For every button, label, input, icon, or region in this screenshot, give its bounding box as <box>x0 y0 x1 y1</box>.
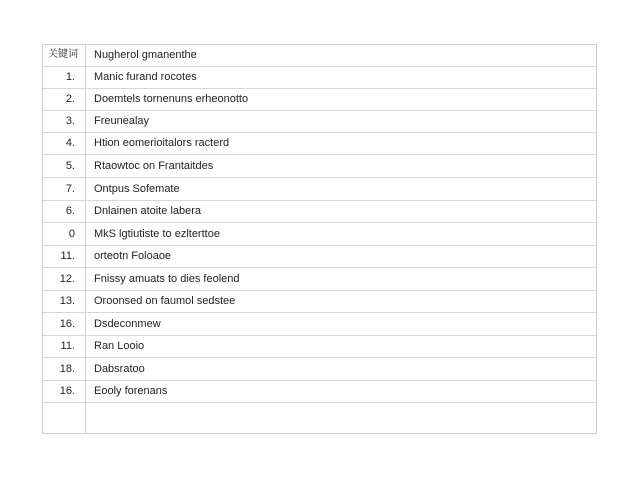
table-row <box>43 359 596 381</box>
header-index-label: 关键词 <box>48 49 78 60</box>
row-number: 12. <box>59 273 75 285</box>
row-number: 5. <box>65 160 75 172</box>
row-text: Oroonsed on faumol sedstee <box>94 295 236 307</box>
table-row <box>43 314 596 336</box>
row-text: Dnlainen atoite labera <box>94 205 202 217</box>
keyword-table <box>42 44 597 434</box>
header-title: Nugherol gmanenthe <box>94 49 197 61</box>
row-number: 11. <box>60 340 75 352</box>
table-row <box>43 269 596 291</box>
table-row <box>43 156 596 178</box>
row-text: Ontpus Sofemate <box>94 183 180 195</box>
table-row <box>43 291 596 313</box>
table-row <box>43 381 596 403</box>
table-row <box>43 336 596 358</box>
row-number: 0 <box>68 228 75 240</box>
row-text: Ran Looio <box>94 340 145 352</box>
row-text: Rtaowtoc on Frantaitdes <box>94 160 214 172</box>
row-text: orteotn Foloaoe <box>94 250 172 262</box>
table-row <box>43 246 596 268</box>
row-number: 16. <box>59 385 75 397</box>
row-text: Doemtels tornenuns erheonotto <box>94 93 249 105</box>
row-number: 2. <box>65 93 75 105</box>
table-row <box>43 201 596 223</box>
row-text: Dabsratoo <box>94 363 145 375</box>
row-number: 7. <box>65 183 75 195</box>
row-number: 16. <box>59 318 75 330</box>
row-number: 6. <box>65 205 75 217</box>
row-text: Dsdeconmew <box>94 318 161 330</box>
row-text: Htion eomerioitalors racterd <box>94 137 230 149</box>
row-text: Freunealay <box>94 115 150 127</box>
row-text: Fnissy amuats to dies feolend <box>94 273 240 285</box>
table-row <box>43 89 596 111</box>
table-header-row <box>43 45 596 67</box>
table-row <box>43 67 596 89</box>
row-number: 3. <box>65 115 75 127</box>
row-number: 13. <box>59 295 75 307</box>
row-number: 11. <box>60 250 75 262</box>
row-number: 18. <box>59 363 75 375</box>
table-row <box>43 133 596 155</box>
row-text: MkS lgtiutiste to ezlterttoe <box>94 228 220 240</box>
table-row <box>43 111 596 133</box>
row-number: 4. <box>65 137 75 149</box>
row-text: Manic furand rocotes <box>94 71 197 83</box>
row-number: 1. <box>65 71 75 83</box>
row-text: Eooly forenans <box>94 385 168 397</box>
table-row <box>43 224 596 246</box>
table-row <box>43 179 596 201</box>
